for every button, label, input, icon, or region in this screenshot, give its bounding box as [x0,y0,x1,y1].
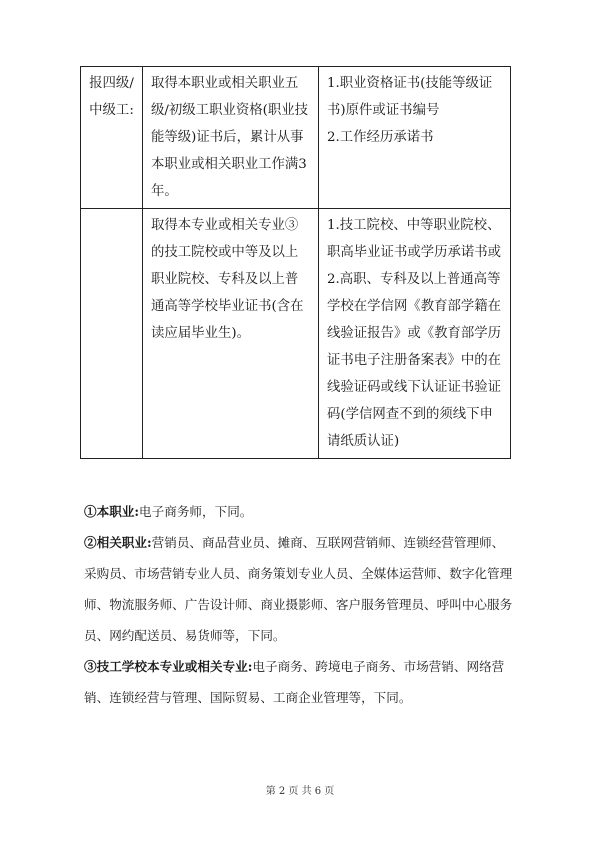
footnote-head: ③技工学校本专业或相关专业 [84,659,248,674]
footnote-head: ①本职业 [84,504,135,519]
table-row [81,209,511,459]
material-item: 1.职业资格证书(技能等级证书)原件或证书编号 [327,76,493,118]
conditions-cell: 取得本专业或相关专业③的技工院校或中等及以上职业院校、专科及以上普通高等学校毕业证书(含在读应届毕业生)。 [143,209,319,459]
materials-cell [319,209,511,459]
footnote-body: 电子商务、跨境电子商务、市场营销、网络营销、连锁经营与管理、国际贸易、工商企业管理等，下同。 [84,659,505,705]
footnote-body: 营销员、商品营业员、摊商、互联网营销师、连锁经营管理师、采购员、市场营销专业人员、商务策划专业人员、全媒体运营师、数字化管理师、物流服务师、广告设计师、商业摄影师、客户服务管理员、呼叫中心服务员、网约配送员、易货师等，下同。 [84,535,513,643]
material-item: 1.技工院校、中等职业院校、职高毕业证书或学历承诺书或2.高职、专科及以上普通高等学校在学信网《教育部学籍在线验证报告》或《教育部学历证书电子注册备案表》中的在线验证码或线下认证证书验证码(学信网查不到的须线下申请纸质认证) [327,218,502,449]
footnote-colon: : [247,659,253,674]
table-row [81,67,511,209]
footnote-head: ②相关职业 [84,535,147,550]
footnote-3 [84,651,514,713]
footnote-1 [84,496,514,527]
material-item: 2.工作经历承诺书 [327,130,434,145]
conditions-cell: 取得本职业或相关职业五级/初级工职业资格(职业技能等级)证书后，累计从事本职业或相关职业工作满3年。 [143,67,319,209]
level-cell [81,209,143,459]
footnote-colon: : [134,504,140,519]
level-cell: 报四级/中级工: [81,67,143,209]
footnote-body: 电子商务师，下同。 [139,504,253,519]
footnotes [84,496,514,713]
footnote-2 [84,527,514,651]
page-number: 第 2 页 共 6 页 [265,786,335,797]
requirements-table [80,66,511,459]
footnote-colon: : [146,535,152,550]
materials-cell [319,67,511,209]
